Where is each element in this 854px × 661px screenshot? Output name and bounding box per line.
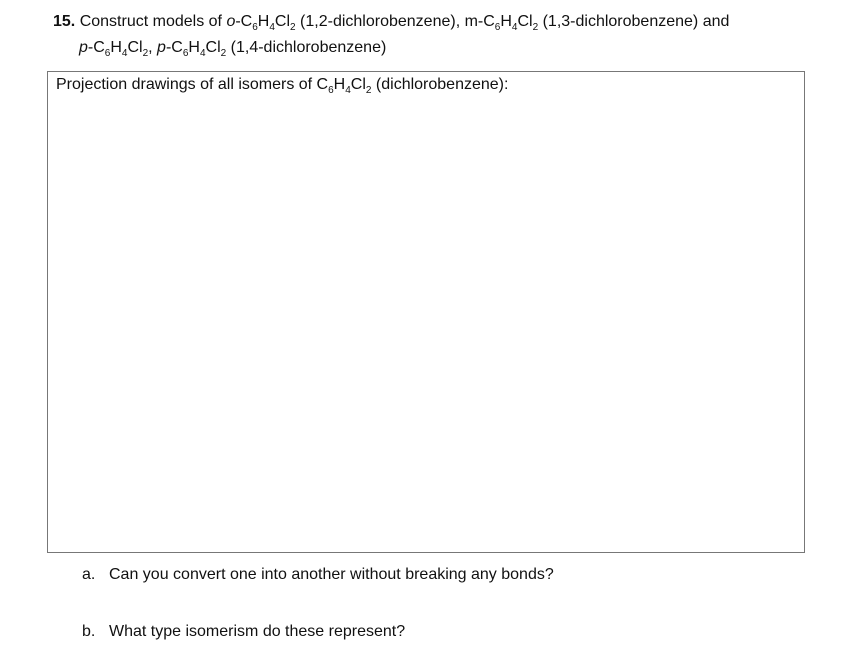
separator-comma: , xyxy=(148,39,158,56)
para-prefix: p xyxy=(157,39,166,56)
sub-question-letter: b. xyxy=(82,623,96,640)
formula-subscript: 2 xyxy=(142,48,149,59)
formula-part: H xyxy=(188,39,200,56)
formula-ortho xyxy=(235,13,296,33)
formula-part: H xyxy=(110,39,122,56)
question-text-intro: Construct models of xyxy=(79,13,227,30)
formula-part: -C xyxy=(87,39,105,56)
formula-part: Cl xyxy=(205,39,221,56)
caption-text: (dichlorobenzene): xyxy=(371,76,509,93)
question-text-line1 xyxy=(79,13,730,33)
formula-subscript: 6 xyxy=(182,48,189,59)
isomer-name-ortho: (1,2-dichlorobenzene), m-C xyxy=(295,13,495,30)
formula-part: H xyxy=(333,76,346,93)
formula-subscript: 6 xyxy=(494,22,501,33)
formula-para-1 xyxy=(87,39,149,59)
formula-part: -C xyxy=(165,39,183,56)
isomer-name-para: (1,4-dichlorobenzene) xyxy=(226,39,387,56)
question-15 xyxy=(53,10,833,62)
question-number: 15. xyxy=(53,13,76,30)
formula-subscript: 2 xyxy=(532,22,539,33)
caption-text: Projection drawings of all isomers of C xyxy=(56,76,329,93)
formula-part: Cl xyxy=(517,13,533,30)
formula-part: H xyxy=(257,13,270,30)
formula-subscript: 4 xyxy=(199,48,206,59)
formula-subscript: 4 xyxy=(121,48,128,59)
formula-subscript: 4 xyxy=(269,22,275,33)
formula-subscript: 2 xyxy=(290,22,296,33)
isomer-name-meta: (1,3-dichlorobenzene) and xyxy=(538,13,730,30)
sub-question-letter: a. xyxy=(82,566,96,583)
sub-question-text: What type isomerism do these represent? xyxy=(109,623,406,640)
question-text-line2 xyxy=(53,36,833,62)
formula-part: Cl xyxy=(350,76,366,93)
answer-box-caption xyxy=(56,74,508,98)
formula-subscript: 6 xyxy=(328,85,334,96)
para-prefix: p xyxy=(79,39,88,56)
formula-part: Cl xyxy=(274,13,291,30)
formula-part: -C xyxy=(235,13,253,30)
formula-part: Cl xyxy=(127,39,143,56)
formula-subscript: 2 xyxy=(365,85,372,96)
formula-part: H xyxy=(500,13,512,30)
formula-subscript: 6 xyxy=(252,22,258,33)
formula-subscript: 4 xyxy=(511,22,518,33)
ortho-prefix: o xyxy=(226,13,236,30)
sub-question-b xyxy=(82,622,405,642)
formula-subscript: 4 xyxy=(345,85,351,96)
formula-subscript: 6 xyxy=(104,48,111,59)
sub-question-a xyxy=(82,565,554,585)
sub-question-text: Can you convert one into another without breaking any bonds? xyxy=(109,566,554,583)
drawing-answer-box[interactable] xyxy=(47,71,805,553)
formula-subscript: 2 xyxy=(220,48,227,59)
formula-para-2 xyxy=(165,39,227,59)
formula-meta xyxy=(494,13,539,33)
